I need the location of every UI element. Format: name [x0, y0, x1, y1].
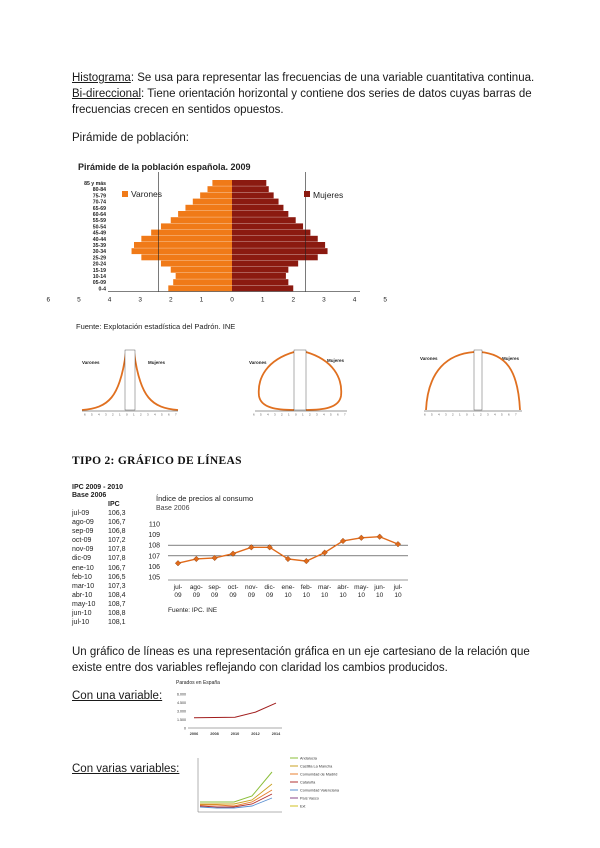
- ipc-table-row: [72, 545, 132, 554]
- ipc-row-month: sep-09: [72, 528, 94, 536]
- pyramid-x-tick: 3: [138, 296, 142, 304]
- small-pyramid-tick: 2: [309, 412, 311, 417]
- ipc-x-tick-top: jun-: [374, 584, 386, 591]
- pyramid-x-tick: 1: [199, 296, 204, 304]
- pyramid-age-label: 0-4: [98, 286, 106, 293]
- small-pyramid-tick: 1: [473, 412, 475, 417]
- uv-x-tick: 2006: [189, 732, 199, 736]
- varias-variables-chart: [172, 750, 382, 824]
- small-pyramid-tick: 4: [154, 412, 156, 417]
- pyramid-age-label: 10-14: [92, 274, 106, 280]
- small-pyramid-tick: 3: [274, 412, 276, 417]
- bidir-term: Bi-direccional: [72, 88, 142, 100]
- vv-legend: [290, 757, 340, 809]
- pyramid-bar-men: [200, 192, 232, 198]
- ipc-data-point: [304, 558, 310, 564]
- pyramid-bar-men: [171, 267, 232, 273]
- pyramid-bar-men: [212, 180, 232, 186]
- ipc-x-tick-top: ago-: [189, 584, 203, 591]
- ipc-row-month: ago-09: [72, 519, 94, 527]
- ipc-y-tick: 106: [148, 563, 160, 571]
- pyramid-bar-women: [232, 180, 266, 186]
- ipc-x-tick-top: feb-: [300, 584, 312, 591]
- ipc-row-month: mar-10: [72, 582, 95, 590]
- ipc-table-row: [72, 527, 132, 536]
- small-pyramid-tick: 2: [140, 412, 142, 417]
- population-pyramid: [46, 158, 387, 338]
- una-variable-axes: [177, 693, 282, 737]
- ipc-x-tick-bottom: 09: [247, 592, 255, 599]
- pyramid-bar-men: [141, 254, 232, 260]
- pyramid-bar-men: [171, 217, 232, 223]
- small-pyramid-tick: 1: [302, 412, 304, 417]
- ipc-data-point: [395, 541, 401, 547]
- pyramid-age-label: 20-24: [92, 261, 106, 268]
- small-pyramid-tick: 5: [161, 412, 163, 417]
- bidir-line: [72, 86, 552, 102]
- pyramid-bar-men: [168, 285, 232, 291]
- small-pyramid-tick: 3: [487, 412, 489, 417]
- ipc-x-tick-top: nov-: [245, 584, 258, 591]
- pyramid-x-tick: 5: [383, 296, 387, 304]
- ipc-chart-points: [175, 534, 401, 566]
- pyramid-age-label: 80-84: [92, 187, 106, 194]
- ipc-x-tick-top: oct-: [227, 584, 239, 591]
- uv-y-tick: 0: [184, 726, 186, 731]
- ipc-table-row: [72, 554, 132, 563]
- pyramid-bar-women: [232, 261, 298, 267]
- small-pyramid-tick: 4: [323, 412, 325, 417]
- pyramid-age-label: 45-49: [92, 230, 106, 237]
- ipc-table-row: [72, 600, 132, 609]
- small-pyramid-tick: 2: [452, 412, 454, 417]
- legend-men-swatch: [122, 191, 128, 197]
- ipc-row-month: abr-10: [72, 591, 93, 599]
- uv-x-tick: 2014: [271, 732, 281, 736]
- small-pyramid-tick: 4: [98, 412, 100, 417]
- ipc-row-value: 108,7: [108, 600, 126, 608]
- ipc-row-value: 106,7: [108, 564, 126, 572]
- tipo2-heading: TIPO 2: GRÁFICO DE LÍNEAS: [72, 455, 242, 467]
- small-pyramid-tick: 2: [112, 412, 114, 417]
- linea-text-1: Un gráfico de líneas es una representación gráfica en un eje cartesiano de la relación que: [72, 646, 530, 658]
- histograma-term: Histograma: [72, 72, 131, 84]
- small-pyramid-bell: [247, 348, 355, 416]
- pyramid-age-labels: [84, 181, 106, 292]
- una-variable-title: Parados en España: [176, 680, 220, 686]
- pyramid-age-label: 55-59: [92, 218, 106, 225]
- ipc-row-value: 108,1: [108, 619, 126, 627]
- ipc-row-month: jul-10: [72, 619, 90, 627]
- ipc-table-title: IPC 2009 - 2010: [72, 484, 123, 491]
- pyramid-age-label: 15-19: [92, 267, 106, 274]
- pyramid-bar-men: [173, 279, 232, 285]
- pyramid-bar-women: [232, 279, 288, 285]
- ipc-table-row: [72, 591, 132, 600]
- small-pyramid-dome: [418, 348, 526, 416]
- piramide-label: Pirámide de población:: [72, 132, 189, 144]
- small-pyramid-1-axis: [125, 350, 135, 410]
- small-pyramid-tick: 1: [119, 412, 121, 417]
- small-pyramid-tick: 3: [445, 412, 447, 417]
- pyramid-x-tick: 2: [291, 296, 296, 304]
- pyramid-bar-men: [134, 242, 232, 248]
- pyramid-age-label: 40-44: [92, 236, 106, 243]
- small-pyramid-3-left: Varones: [420, 356, 438, 361]
- ipc-row-value: 106,7: [108, 519, 126, 527]
- ipc-data-point: [377, 534, 383, 540]
- ipc-table: [72, 484, 132, 627]
- ipc-row-month: jul-09: [72, 510, 90, 517]
- small-pyramid-tick: 3: [105, 412, 107, 417]
- uv-x-tick: 2008: [210, 732, 219, 736]
- small-pyramid-tick: 2: [281, 412, 283, 417]
- pyramid-source: Fuente: Explotación estadística del Padrón. INE: [76, 322, 236, 331]
- vv-legend-label: Castilla La Mancha: [300, 764, 333, 769]
- pyramid-bar-women: [232, 242, 325, 248]
- small-pyramid-tick: 6: [508, 412, 510, 417]
- ipc-table-row: [72, 536, 132, 545]
- ipc-x-tick-top: jul-: [173, 584, 183, 591]
- pyramid-bar-men: [178, 211, 232, 217]
- small-pyramid-tick: 6: [253, 412, 255, 417]
- pyramid-bar-women: [232, 223, 303, 229]
- vv-legend-label: Andalucía: [300, 756, 317, 761]
- small-pyramid-3-right: Mujeres: [502, 356, 520, 361]
- legend-women: Mujeres: [313, 190, 344, 200]
- small-pyramid-1-right: Mujeres: [148, 360, 166, 365]
- ipc-y-tick: 108: [148, 542, 160, 550]
- pyramid-bar-men: [132, 248, 232, 254]
- histograma-line: [72, 70, 552, 86]
- small-pyramid-tick: 3: [147, 412, 149, 417]
- varias-variables-label: Con varias variables:: [72, 763, 180, 775]
- vv-series-1: [200, 772, 272, 802]
- small-pyramid-tick: 0: [126, 412, 128, 417]
- vv-legend-label: País Vasco: [300, 796, 319, 801]
- small-pyramid-tick: 6: [337, 412, 339, 417]
- uv-y-tick: 1.500: [177, 718, 186, 722]
- ipc-x-tick-top: dic-: [264, 584, 275, 591]
- ipc-row-month: oct-09: [72, 537, 92, 545]
- ipc-x-tick-top: may-: [354, 584, 369, 591]
- pyramid-bar-men: [141, 236, 232, 242]
- small-pyramid-tick: 4: [494, 412, 496, 417]
- small-pyramid-tick: 4: [438, 412, 440, 417]
- ipc-table-row: [72, 509, 132, 518]
- pyramid-x-tick: 5: [77, 296, 81, 304]
- pyramid-bar-men: [161, 261, 232, 267]
- pyramid-bar-women: [232, 267, 288, 273]
- small-pyramid-tick: 5: [501, 412, 503, 417]
- ipc-chart-y-ticks: [148, 522, 160, 582]
- ipc-table-row: [72, 609, 132, 618]
- small-pyramid-tick: 5: [260, 412, 262, 417]
- ipc-row-month: may-10: [72, 600, 96, 608]
- ipc-table-rows: [72, 509, 132, 627]
- ipc-x-tick-bottom: 09: [174, 592, 182, 599]
- ipc-table-row: [72, 582, 132, 591]
- ipc-x-tick-bottom: 10: [376, 592, 384, 599]
- pyramid-x-tick: 4: [352, 296, 357, 304]
- una-variable-label: Con una variable:: [72, 690, 163, 702]
- pyramid-age-label: 85 y más: [84, 181, 106, 187]
- uv-y-tick: 3.000: [177, 709, 186, 714]
- histograma-text: : Se usa para representar las frecuencias de una variable cuantitativa continua.: [130, 72, 535, 84]
- small-pyramid-tick: 5: [91, 412, 93, 417]
- linea-text-2: existe entre dos variables reflejando con claridad los cambios producidos.: [72, 662, 448, 674]
- ipc-row-value: 107,3: [108, 582, 126, 590]
- linea-description: [72, 644, 552, 676]
- ipc-table-subtitle: Base 2006: [72, 492, 107, 499]
- ipc-x-tick-bottom: 09: [192, 592, 200, 599]
- pyramid-bar-women: [232, 273, 286, 279]
- ipc-chart-x-ticks: [173, 584, 403, 599]
- pyramid-bar-women: [232, 230, 310, 236]
- pyramid-bar-women: [232, 217, 296, 223]
- pyramid-age-label: 30-34: [92, 249, 106, 256]
- ipc-data-point: [359, 535, 365, 541]
- ipc-row-month: dic-09: [72, 555, 92, 563]
- ipc-x-tick-bottom: 10: [357, 592, 365, 599]
- small-pyramid-tick: 7: [344, 412, 346, 417]
- pyramid-title: Pirámide de la población española. 2009: [78, 162, 251, 172]
- ipc-x-tick-top: mar-: [317, 584, 332, 591]
- ipc-y-tick: 110: [148, 521, 160, 529]
- pyramid-bar-men: [151, 230, 232, 236]
- intro-paragraph: [72, 70, 552, 118]
- uv-y-tick: 4.500: [177, 701, 186, 705]
- small-pyramid-3-axis: [474, 350, 482, 410]
- vv-legend-label: Comunidad de Madrid: [300, 772, 338, 777]
- pyramid-age-label: 70-74: [92, 199, 106, 206]
- small-pyramid-2-left: Varones: [249, 360, 267, 365]
- ipc-x-tick-top: abr-: [337, 584, 349, 591]
- small-pyramid-tick: 2: [480, 412, 482, 417]
- ipc-table-row: [72, 518, 132, 527]
- pyramid-bar-men: [176, 273, 232, 279]
- small-pyramid-tick: 1: [459, 412, 461, 417]
- pyramid-x-tick: 3: [322, 296, 326, 304]
- una-variable-chart: [170, 676, 290, 738]
- pyramid-age-label: 35-39: [92, 243, 106, 249]
- ipc-row-value: 107,8: [108, 555, 126, 563]
- ipc-line-chart: [140, 490, 420, 620]
- pyramid-bar-women: [232, 199, 279, 205]
- pyramid-x-tick: 2: [168, 296, 173, 304]
- small-pyramid-tick: 6: [424, 412, 426, 417]
- ipc-y-tick: 107: [148, 553, 160, 561]
- small-pyramid-tick: 0: [295, 412, 297, 417]
- ipc-x-tick-bottom: 10: [284, 592, 292, 599]
- vv-legend-label: Cataluña: [300, 780, 316, 785]
- pyramid-age-label: 60-64: [92, 212, 106, 218]
- pyramid-x-tick: 1: [260, 296, 265, 304]
- pyramid-age-label: 05-09: [92, 280, 106, 287]
- ipc-x-tick-bottom: 10: [321, 592, 329, 599]
- ipc-y-tick: 109: [148, 532, 160, 540]
- ipc-row-month: ene-10: [72, 564, 94, 572]
- ipc-x-tick-bottom: 09: [266, 592, 274, 599]
- small-pyramid-tick: 1: [133, 412, 135, 417]
- pyramid-x-tick: 4: [107, 296, 112, 304]
- ipc-chart-source: Fuente: IPC. INE: [168, 607, 218, 614]
- pyramid-bar-women: [232, 192, 274, 198]
- ipc-y-tick: 105: [148, 574, 160, 582]
- ipc-row-month: feb-10: [72, 573, 92, 581]
- ipc-row-value: 107,2: [108, 537, 126, 545]
- small-pyramid-tick: 1: [288, 412, 290, 417]
- pyramid-age-label: 50-54: [92, 224, 106, 231]
- ipc-row-value: 108,8: [108, 610, 126, 618]
- pyramid-bar-women: [232, 236, 318, 242]
- ipc-data-point: [175, 560, 181, 566]
- uv-x-tick: 2010: [230, 732, 240, 736]
- legend-women-swatch: [304, 191, 310, 197]
- ipc-x-tick-bottom: 10: [394, 592, 402, 599]
- small-pyramid-1-left: Varones: [82, 360, 100, 365]
- small-pyramid-tick: 7: [175, 412, 177, 417]
- pyramid-bar-women: [232, 285, 293, 291]
- bidir-line-2: frecuencias crecen en sentidos opuestos.: [72, 104, 284, 116]
- pyramid-bar-women: [232, 254, 318, 260]
- ipc-row-month: nov-09: [72, 546, 94, 554]
- small-pyramid-tick: 7: [515, 412, 517, 417]
- small-pyramid-tick: 6: [168, 412, 170, 417]
- small-pyramid-tick: 3: [316, 412, 318, 417]
- ipc-row-value: 106,3: [108, 510, 126, 517]
- small-pyramid-2-axis: [294, 350, 306, 410]
- pyramid-bar-women: [232, 248, 328, 254]
- small-pyramid-tick: 4: [267, 412, 269, 417]
- ipc-table-row: [72, 573, 132, 582]
- pyramid-bar-women: [232, 211, 288, 217]
- uv-x-tick: 2012: [251, 732, 260, 736]
- ipc-table-col: IPC: [108, 501, 120, 508]
- ipc-row-value: 108,4: [108, 591, 126, 599]
- pyramid-bar-women: [232, 186, 269, 192]
- ipc-x-tick-top: ene-: [281, 584, 295, 591]
- ipc-row-value: 107,8: [108, 546, 126, 554]
- vv-legend-label: Ext: [300, 804, 306, 809]
- una-variable-line: [194, 703, 276, 718]
- small-pyramid-tick: 5: [431, 412, 433, 417]
- ipc-x-tick-top: jul-: [393, 584, 403, 591]
- ipc-row-value: 106,8: [108, 528, 126, 536]
- bidir-text: : Tiene orientación horizontal y contiene dos series de datos cuyas barras de: [141, 88, 532, 100]
- ipc-x-tick-bottom: 09: [229, 592, 237, 599]
- small-pyramid-tick: 6: [84, 412, 86, 417]
- pyramid-bar-men: [193, 199, 232, 205]
- pyramid-bar-women: [232, 205, 283, 211]
- small-pyramid-triangle: [78, 348, 182, 416]
- ipc-table-row: [72, 618, 132, 627]
- pyramid-age-label: 65-69: [92, 205, 106, 212]
- ipc-data-point: [194, 556, 200, 562]
- small-pyramid-2-right: Mujeres: [327, 358, 345, 363]
- pyramid-bar-men: [161, 223, 232, 229]
- pyramid-x-tick: 6: [46, 296, 51, 304]
- ipc-chart-title: Índice de precios al consumo: [156, 494, 254, 503]
- uv-y-tick: 6.000: [177, 692, 186, 697]
- small-pyramid-tick: 0: [466, 412, 468, 417]
- vv-legend-label: Comunidad Valenciana: [300, 788, 339, 793]
- legend-men: Varones: [131, 189, 163, 199]
- small-pyramid-tick: 5: [330, 412, 332, 417]
- ipc-chart-grid: [168, 545, 408, 580]
- ipc-x-tick-bottom: 09: [211, 592, 219, 599]
- ipc-x-tick-bottom: 10: [339, 592, 347, 599]
- ipc-table-row: [72, 564, 132, 573]
- pyramid-bar-men: [208, 186, 233, 192]
- pyramid-bar-men: [185, 205, 232, 211]
- ipc-chart-subtitle: Base 2006: [156, 505, 190, 512]
- pyramid-x-tick: 0: [230, 296, 234, 304]
- ipc-x-tick-top: sep-: [208, 584, 221, 591]
- ipc-row-value: 106,5: [108, 573, 126, 581]
- pyramid-age-label: 25-29: [92, 255, 106, 262]
- pyramid-age-label: 75-79: [92, 193, 106, 200]
- ipc-x-tick-bottom: 10: [302, 592, 310, 599]
- ipc-row-month: jun-10: [72, 610, 92, 618]
